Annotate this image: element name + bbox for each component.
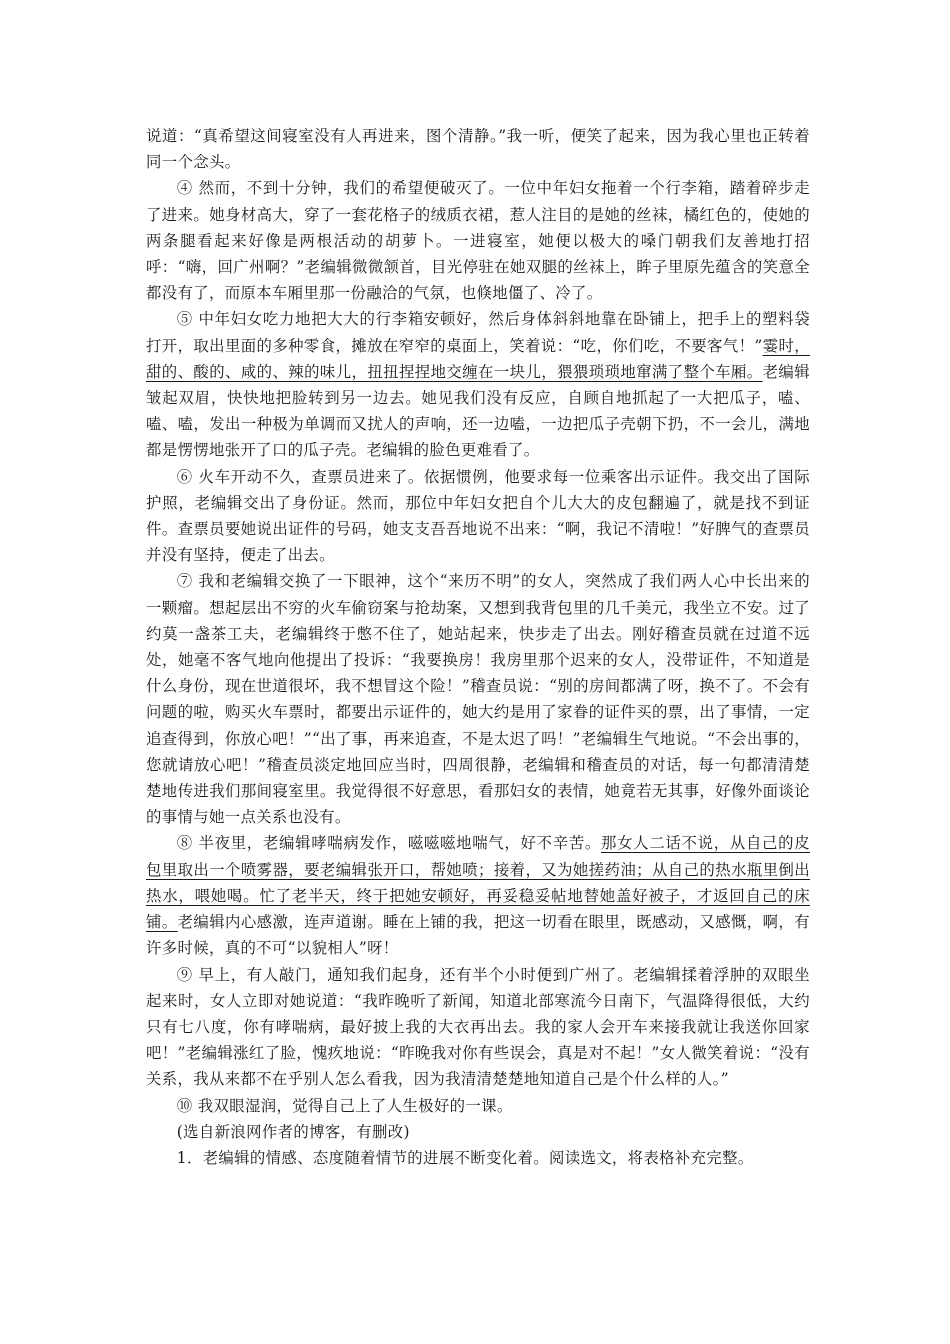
text-segment: ⑦ 我和老编辑交换了一下眼神，这个“来历不明”的女人，突然成了我们两人心中长出来的一颗瘤。想起层出不穷的火车偷窃案与抢劫案，又想到我背包里的几千美元，我坐立不安。过了约莫一盏茶工夫，老编辑终于憋不住了，她站起来，快步走了出去。刚好稽查员就在过道不远处，她毫不客气地向他提出了投诉：“我要换房！我房里那个迟来的女人，没带证件，不知道是什么身份，现在世道很坏，我不想冒这个险！”稽查员说：“别的房间都满了呀，换不了。不会有问题的啦，购买火车票时，都要出示证件的，她大约是用了家眷的证件买的票，出了事情，一定追查得到，你放心吧！”“出了事，再来追查，不是太迟了吗！”老编辑生气地说。“不会出事的，您就请放心吧！”稽查员淡定地回应当时，四周很静，老编辑和稽查员的对话，每一句都清清楚楚地传进我们那间寝室里。我觉得很不好意思，看那妇女的表情，她竟若无其事，好像外面谈论的事情与她一点关系也没有。 [146,572,810,827]
text-segment: 老编辑皱起双眉，快快地把脸转到另一边去。她见我们没有反应，自顾自地抓起了一大把瓜子，嗑、嗑、嗑，发出一种极为单调而又扰人的声响，还一边嗑，一边把瓜子壳朝下扔，不一会儿，满地都是愣愣地张开了口的瓜子壳。老编辑的脸色更难看了。 [146,362,810,460]
paragraph-p6 [146,464,810,569]
paragraph-question-1 [146,1145,810,1171]
document-page [146,123,810,1171]
text-segment: ⑥ 火车开动不久，查票员进来了。依据惯例，他要求每一位乘客出示证件。我交出了国际护照，老编辑交出了身份证。然而，那位中年妇女把自个儿大大的皮包翻遍了，就是找不到证件。查票员要她说出证件的号码，她支支吾吾地说不出来：“啊，我记不清啦！”好脾气的查票员并没有坚持，便走了出去。 [146,467,810,565]
paragraph-p9 [146,962,810,1093]
paragraph-p8 [146,830,810,961]
underlined-sentence: 那女人二话不说，从自己的皮包里取出一个喷雾器，要老编辑张开口，帮她喷；接着，又为她搓药油；从自己的热水瓶里倒出热水，喂她喝。忙了老半天，终于把她安顿好，再妥稳妥帖地替她盖好被子，才返回自己的床铺。 [146,834,810,932]
text-segment: ⑤ 中年妇女吃力地把大大的行李箱安顿好，然后身体斜斜地靠在卧铺上，把手上的塑料袋打开，取出里面的多种零食，摊放在窄窄的桌面上，笑着说：“吃，你们吃，不要客气！” [146,310,810,355]
text-segment: ⑨ 早上，有人敲门，通知我们起身，还有半个小时便到广州了。老编辑揉着浮肿的双眼坐起来时，女人立即对她说道：“我昨晚听了新闻，知道北部寒流今日南下，气温降得很低，大约只有七八度，你有哮喘病，最好披上我的大衣再出去。我的家人会开车来接我就让我送你回家吧！”老编辑涨红了脸，愧疚地说：“昨晚我对你有些误会，真是对不起！”女人微笑着说：“没有关系，我从来都不在乎别人怎么看我，因为我清清楚楚地知道自己是个什么样的人。” [146,965,810,1089]
text-segment: ⑩ 我双眼湿润，觉得自己上了人生极好的一课。 [176,1096,513,1115]
paragraph-p7 [146,568,810,830]
paragraph-p5 [146,306,810,463]
paragraph-p10 [146,1093,810,1119]
text-segment: 老编辑内心感激，连声道谢。睡在上铺的我，把这一切看在眼里，既感动，又感慨，啊，有许多时候，真的不可“以貌相人”呀！ [146,913,810,958]
text-segment: ⑧ 半夜里，老编辑哮喘病发作，嗞嗞嗞地喘气，好不辛苦。 [176,834,602,853]
paragraph-p4 [146,175,810,306]
text-segment: 说道：“真希望这间寝室没有人再进来，图个清静。”我一听，便笑了起来，因为我心里也正转着同一个念头。 [146,127,810,172]
paragraph-source [146,1119,810,1145]
text-segment: ④ 然而，不到十分钟，我们的希望便破灭了。一位中年妇女拖着一个行李箱，踏着碎步走了进来。她身材高大，穿了一套花格子的绒质衣裙，惹人注目的是她的丝袜，橘红色的，使她的两条腿看起来好像是两根活动的胡萝卜。一进寝室，她便以极大的嗓门朝我们友善地打招呼：“嗨，回广州啊？”老编辑微微颔首，目光停驻在她双腿的丝袜上，眸子里原先蕴含的笑意全都没有了，而原本车厢里那一份融洽的气氛，也倏地僵了、冷了。 [146,179,810,303]
text-segment: (选自新浪网作者的博客，有删改) [176,1122,410,1141]
text-segment: 1．老编辑的情感、态度随着情节的进展不断变化着。阅读选文，将表格补充完整。 [176,1148,754,1167]
paragraph-p3-cont [146,123,810,175]
underlined-sentence: 霎时，甜的、酸的、咸的、辣的味儿，扭扭捏捏地交缠在一块儿，猥猥琐琐地窜满了整个车厢。 [146,336,810,381]
